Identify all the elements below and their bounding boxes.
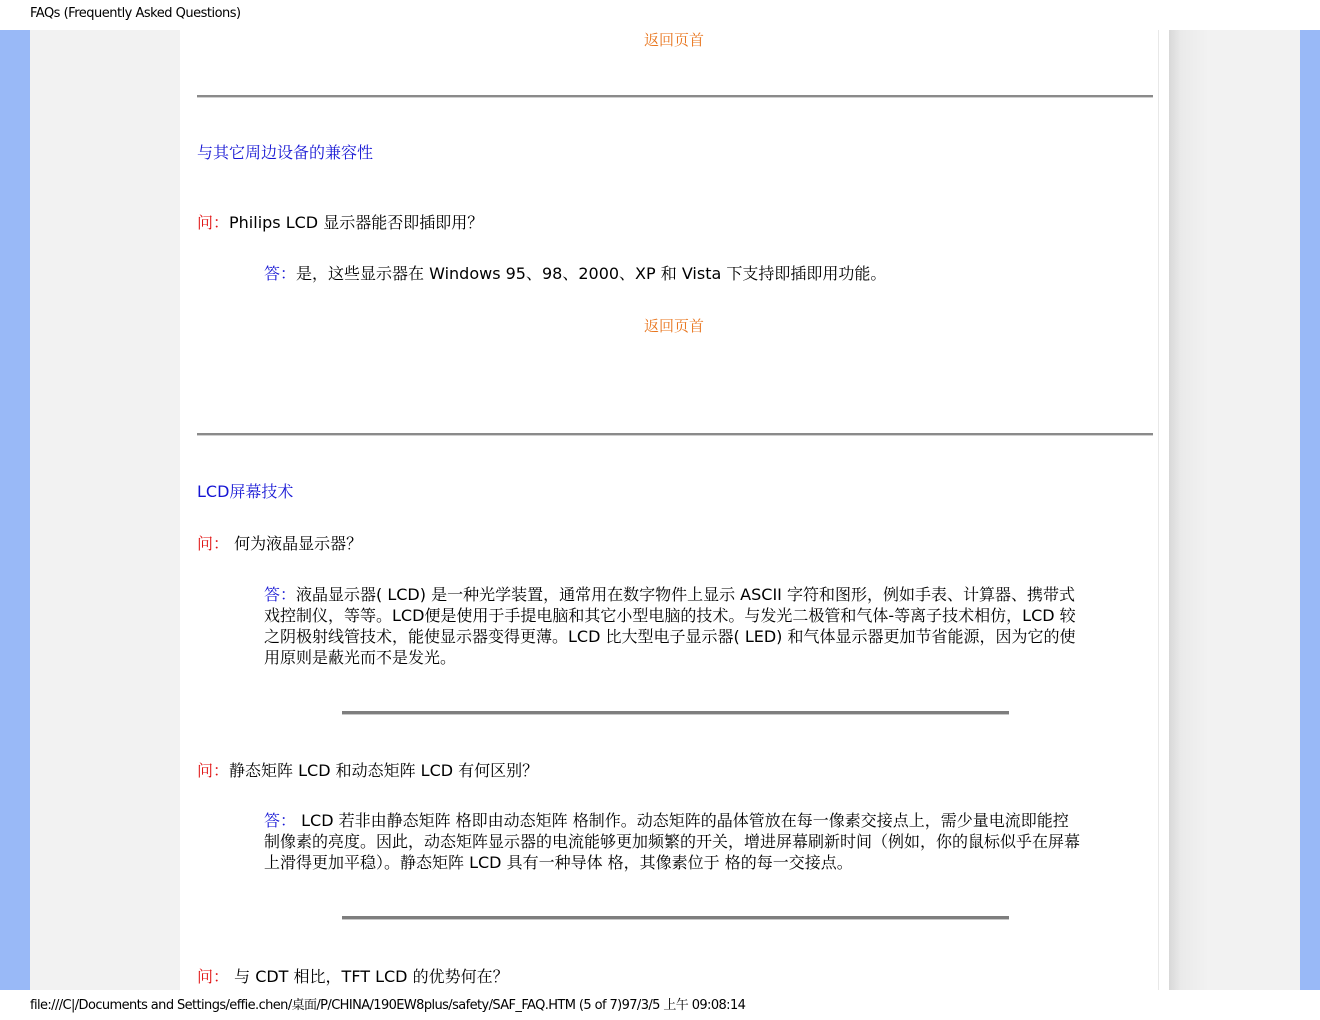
- right-margin-bar: [1300, 30, 1320, 990]
- answer: [264, 810, 1084, 873]
- question-label: 问：: [197, 967, 230, 986]
- page-footer: [0, 990, 1320, 1020]
- answer: [264, 584, 1084, 668]
- back-to-top-link[interactable]: 返回页首: [644, 317, 705, 335]
- question-text: 何为液晶显示器？: [229, 534, 363, 553]
- left-margin-bar: [0, 30, 30, 990]
- question-text: 与 CDT 相比，TFT LCD 的优势何在？: [229, 967, 509, 986]
- question: [197, 758, 538, 781]
- question-label: 问：: [197, 534, 230, 553]
- answer-label: 答：: [264, 585, 297, 604]
- section-divider: [197, 433, 1153, 436]
- answer-label: 答：: [264, 811, 297, 830]
- question-label: 问：: [197, 213, 230, 232]
- question: [197, 210, 483, 233]
- section-title-lcd-technology[interactable]: LCD屏幕技术: [197, 482, 294, 501]
- question-label: 问：: [197, 761, 230, 780]
- section-divider: [197, 95, 1153, 98]
- right-gutter: [1169, 30, 1300, 990]
- answer-divider: [342, 916, 1009, 920]
- page-title: FAQs (Frequently Asked Questions): [30, 6, 241, 21]
- answer-text: LCD 若非由静态矩阵 格即由动态矩阵 格制作。动态矩阵的晶体管放在每一像素交接点上，需少量电流即能控制像素的亮度。因此，动态矩阵显示器的电流能够更加频繁的开关，增进屏幕刷新时间（例如，你的鼠标似乎在屏幕上滑得更加平稳）。静态矩阵 LCD 具有一种导体 格，其像素位于 格的每一交接点。: [264, 811, 1081, 872]
- question-text: 静态矩阵 LCD 和动态矩阵 LCD 有何区别？: [229, 761, 539, 780]
- page-header: [0, 0, 1320, 30]
- answer-text: 是，这些显示器在 Windows 95、98、2000、XP 和 Vista 下支持即插即用功能。: [296, 264, 887, 283]
- answer-text: 液晶显示器( LCD) 是一种光学装置，通常用在数字物件上显示 ASCII 字符和图形，例如手表、计算器、携带式 戏控制仪，等等。LCD便是使用于手提电脑和其它小型电脑的技术。与发光二极管和气体-等离子技术相仿，LCD 较之阴极射线管技术，能使显示器变得更薄。LCD 比大型电子显示器( LED) 和气体显示器更加节省能源，因为它的使用原则是蔽光而不是发光。: [264, 585, 1076, 667]
- left-gutter: [30, 30, 180, 990]
- answer-label: 答：: [264, 264, 297, 283]
- file-path: file:///C|/Documents and Settings/effie.chen/桌面/P/CHINA/190EW8plus/safety/SAF_FAQ.HTM (5 of 7)97/3/5 上午 09:08:14: [30, 998, 746, 1013]
- answer: [264, 263, 1084, 284]
- question: [197, 964, 509, 987]
- question: [197, 531, 362, 554]
- section-title-compatibility[interactable]: 与其它周边设备的兼容性: [197, 143, 374, 162]
- question-text: Philips LCD 显示器能否即插即用？: [229, 213, 484, 232]
- back-to-top-link[interactable]: 返回页首: [644, 31, 705, 49]
- answer-divider: [342, 711, 1009, 715]
